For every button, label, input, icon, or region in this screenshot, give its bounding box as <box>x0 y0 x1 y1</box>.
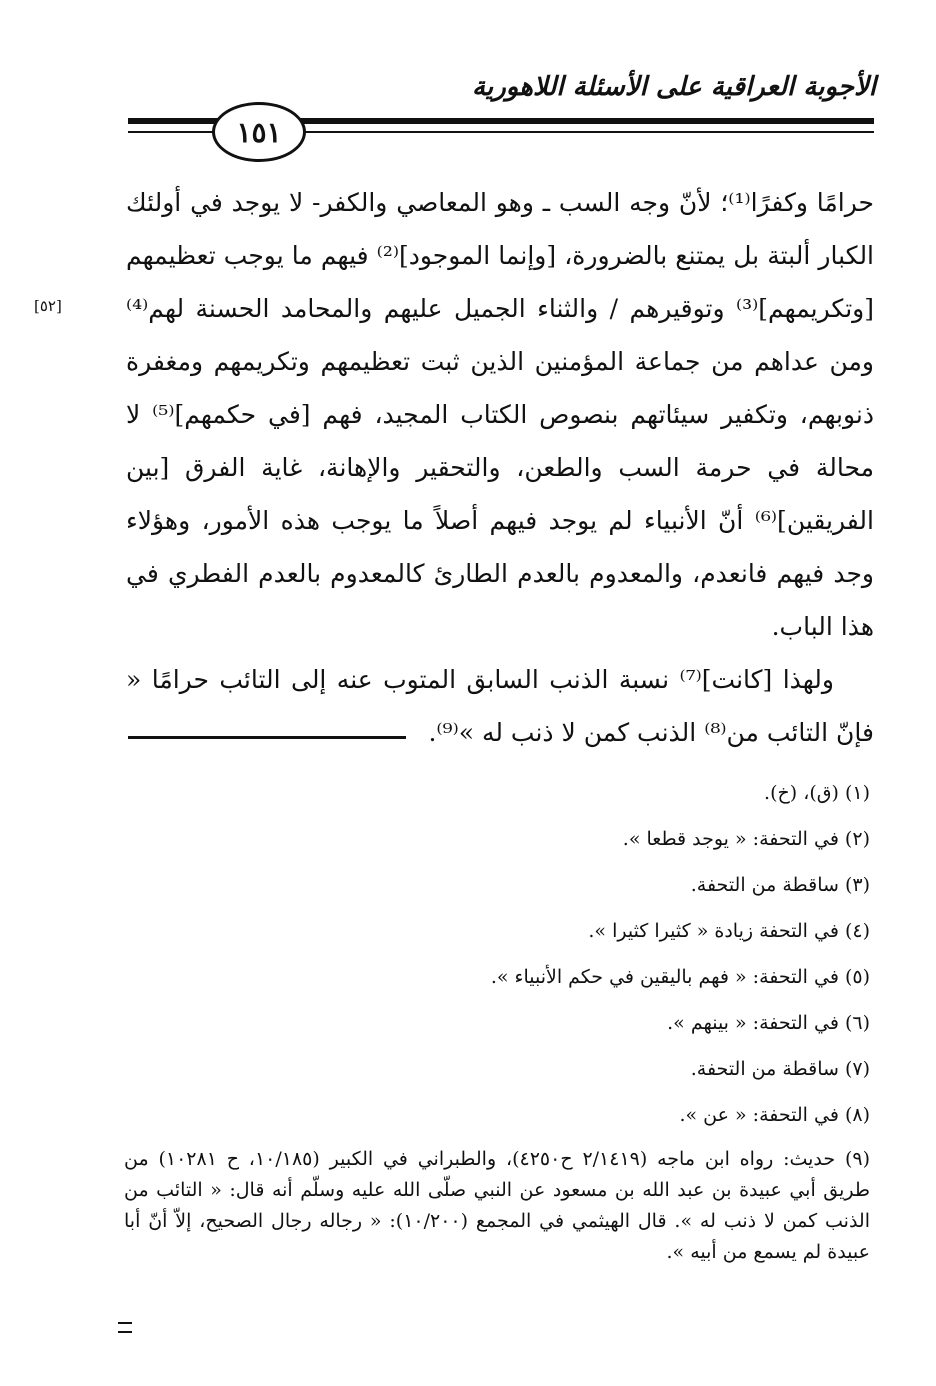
footnote: (٧) ساقطة من التحفة. <box>690 1058 870 1080</box>
footnote: (٨) في التحفة: « عن ». <box>679 1104 870 1126</box>
end-mark <box>118 1322 132 1333</box>
footnote: (٤) في التحفة زيادة « كثيرا كثيرا ». <box>588 920 870 942</box>
footnote-separator <box>128 736 406 739</box>
footnote: (١) (ق)، (خ). <box>764 782 870 804</box>
footnote: (٢) في التحفة: « يوجد قطعا ». <box>622 828 870 850</box>
running-header-title: الأجوبة العراقية على الأسئلة اللاهورية <box>472 72 876 102</box>
footnotes <box>124 770 870 1268</box>
footnote: (٣) ساقطة من التحفة. <box>690 874 870 896</box>
manuscript-page-ref: [٥٢] <box>34 297 62 315</box>
footnote: (٥) في التحفة: « فهم باليقين في حكم الأنبياء ». <box>490 966 870 988</box>
page-number: ١٥١ <box>212 102 306 162</box>
paragraph: ولهذا [كانت]⁽⁷⁾ نسبة الذنب السابق المتوب عنه إلى التائب حرامًا « فإنّ التائب من⁽⁸⁾ الذنب كمن لا ذنب له »⁽⁹⁾. <box>126 665 874 747</box>
main-text <box>126 176 874 759</box>
footnote: (٩) حديث: رواه ابن ماجه (٢/١٤١٩ ح٤٢٥٠)، والطبراني في الكبير (١٠/١٨٥، ح ١٠٢٨١) من طريق أبي عبيدة بن عبد الله بن مسعود عن النبي صلّى الله عليه وسلّم أنه قال: « التائب من الذنب كمن لا ذنب له ». قال الهيثمي في المجمع (١٠/٢٠٠): « رجاله رجال الصحيح، إلاّ أنّ أبا عبيدة لم يسمع من أبيه ». <box>124 1148 871 1263</box>
footnote: (٦) في التحفة: « بينهم ». <box>667 1012 870 1034</box>
paragraph: حرامًا وكفرًا⁽¹⁾؛ لأنّ وجه السب ـ وهو المعاصي والكفر- لا يوجد في أولئك الكبار ألبتة بل يمتنع بالضرورة، [وإنما الموجود]⁽²⁾ فيهم ما يوجب تعظيمهم [وتكريمهم]⁽³⁾ وتوقيرهم / والثناء الجميل عليهم والمحامد الحسنة لهم⁽⁴⁾ ومن عداهم من جماعة المؤمنين الذين ثبت تعظيمهم وتكريمهم ومغفرة ذنوبهم، وتكفير سيئاتهم بنصوص الكتاب المجيد، فهم [في حكمهم]⁽⁵⁾ لا محالة في حرمة السب والطعن، والتحقير والإهانة، غاية الفرق [بين الفريقين]⁽⁶⁾ أنّ الأنبياء لم يوجد فيهم أصلاً ما يوجب هذه الأمور، وهؤلاء وجد فيهم فانعدم، والمعدوم بالعدم الطارئ كالمعدوم بالعدم الفطري في هذا الباب. <box>126 188 875 641</box>
